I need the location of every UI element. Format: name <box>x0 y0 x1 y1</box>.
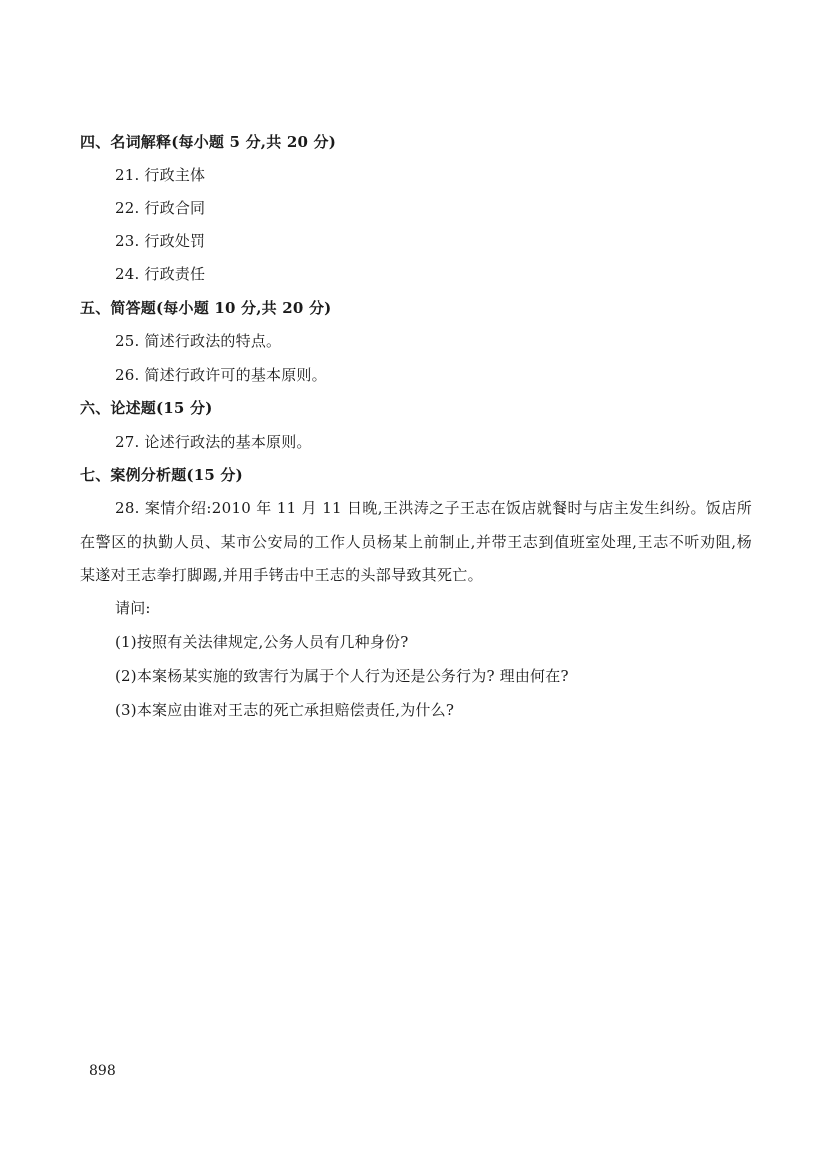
section-heading-short-answer: 五、简答题(每小题 10 分,共 20 分) <box>80 299 332 317</box>
question-25: 25. 简述行政法的特点。 <box>115 332 282 350</box>
section-heading-nouns: 四、名词解释(每小题 5 分,共 20 分) <box>80 133 337 151</box>
question-24: 24. 行政责任 <box>115 265 206 283</box>
question-22: 22. 行政合同 <box>115 199 206 217</box>
case-question-3: (3)本案应由谁对王志的死亡承担赔偿责任,为什么? <box>115 701 455 719</box>
section-heading-essay: 六、论述题(15 分) <box>80 399 213 417</box>
question-26: 26. 简述行政许可的基本原则。 <box>115 366 327 384</box>
question-21: 21. 行政主体 <box>115 166 206 184</box>
question-27: 27. 论述行政法的基本原则。 <box>115 433 312 451</box>
section-heading-case-analysis: 七、案例分析题(15 分) <box>80 466 243 484</box>
page-number: 898 <box>89 1063 116 1079</box>
case-description: 28. 案情介绍:2010 年 11 月 11 日晚,王洪涛之子王志在饭店就餐时与店主发生纠纷。饭店所在警区的执勤人员、某市公安局的工作人员杨某上前制止,并带王志到值班室处理,王志不听劝阻,杨某遂对王志拳打脚踢,并用手铐击中王志的头部导致其死亡。 <box>80 499 752 584</box>
question-23: 23. 行政处罚 <box>115 232 206 250</box>
case-question-1: (1)按照有关法律规定,公务人员有几种身份? <box>115 633 409 651</box>
case-question-2: (2)本案杨某实施的致害行为属于个人行为还是公务行为? 理由何在? <box>115 667 569 685</box>
ask-label: 请问: <box>115 599 151 617</box>
